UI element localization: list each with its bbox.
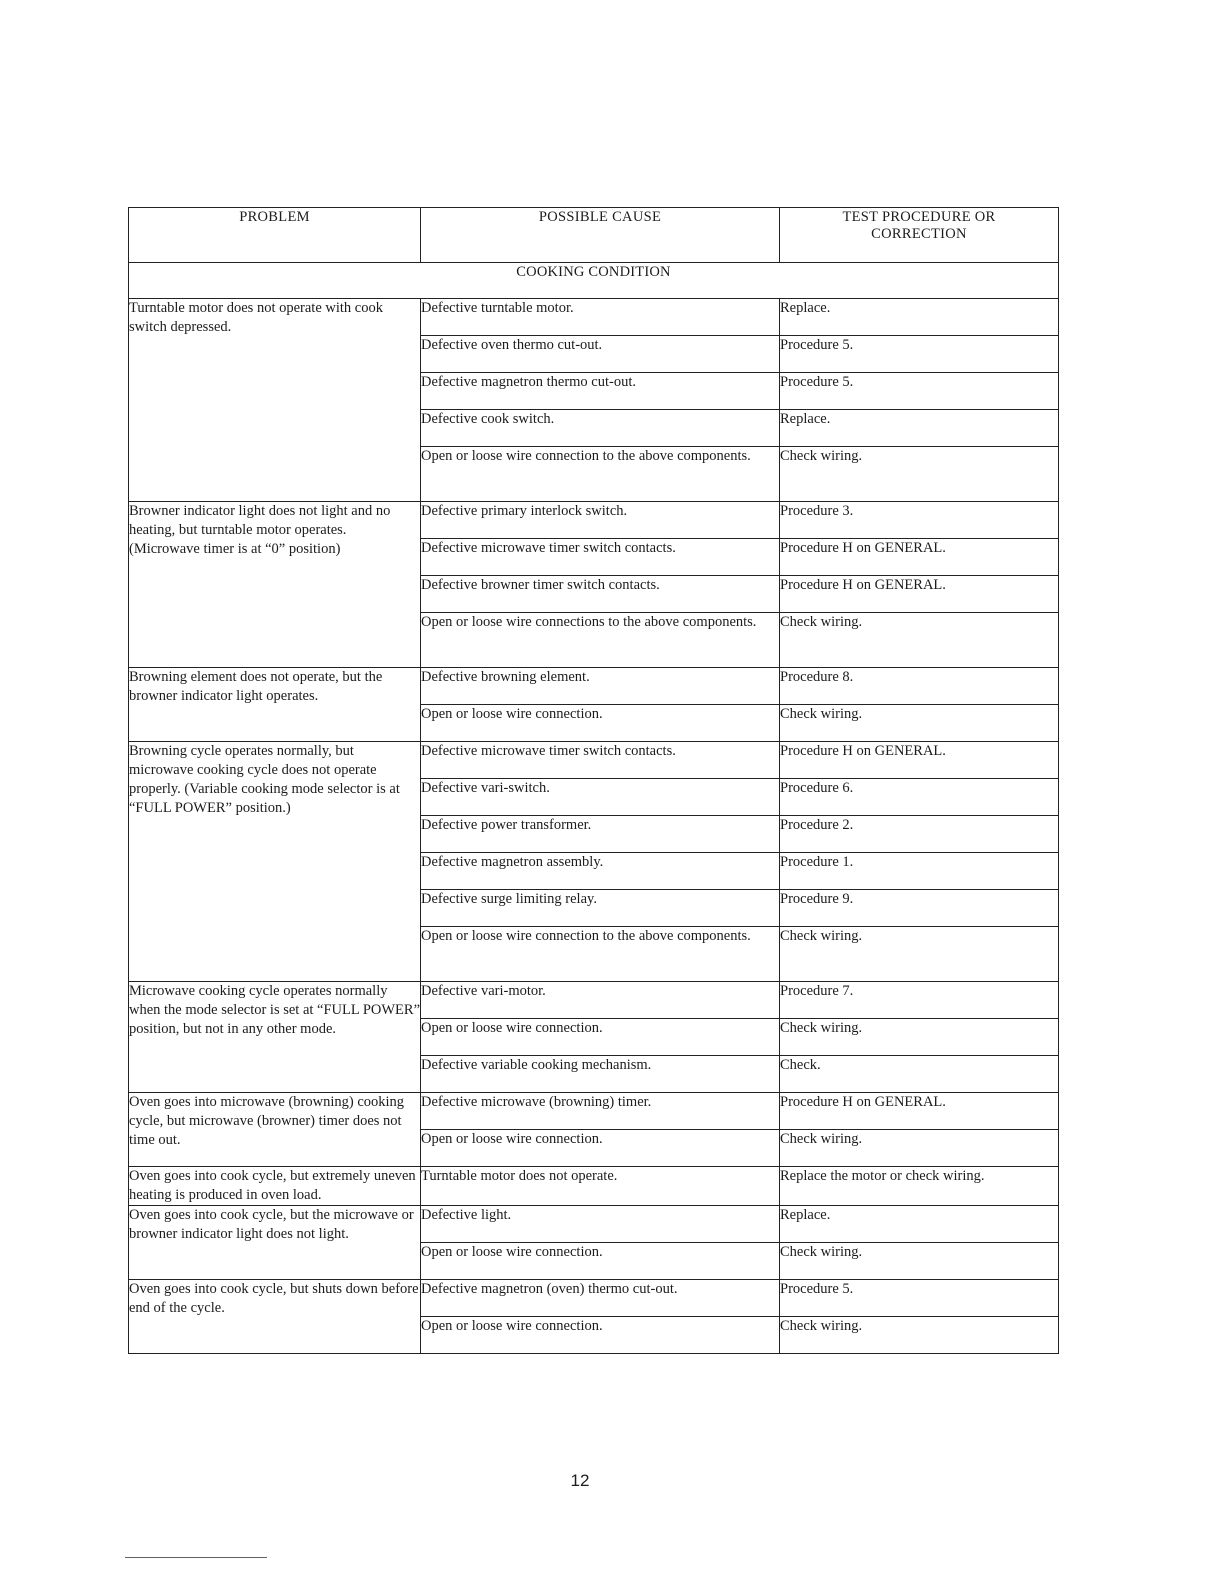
footer-rule: [125, 1557, 267, 1558]
procedure-cell: Check wiring.: [780, 1130, 1059, 1167]
problem-cell: Turntable motor does not operate with cook switch depressed.: [129, 299, 421, 502]
procedure-cell: Replace the motor or check wiring.: [780, 1167, 1059, 1206]
cause-cell: Defective microwave (browning) timer.: [421, 1093, 780, 1130]
cause-cell: Open or loose wire connection.: [421, 1243, 780, 1280]
cause-cell: Open or loose wire connections to the above components.: [421, 613, 780, 668]
cause-cell: Defective magnetron thermo cut-out.: [421, 373, 780, 410]
table-row: [129, 742, 1059, 779]
procedure-cell: Replace.: [780, 1206, 1059, 1243]
header-test-procedure-line2: CORRECTION: [871, 226, 967, 242]
cause-cell: Defective primary interlock switch.: [421, 502, 780, 539]
procedure-cell: Procedure 5.: [780, 1280, 1059, 1317]
table-row: [129, 1167, 1059, 1206]
troubleshooting-table: [128, 207, 1059, 1354]
procedure-cell: Procedure 2.: [780, 816, 1059, 853]
table-row: [129, 982, 1059, 1019]
cause-cell: Defective browner timer switch contacts.: [421, 576, 780, 613]
header-test-procedure: [780, 208, 1059, 263]
cause-cell: Open or loose wire connection to the above components.: [421, 927, 780, 982]
procedure-cell: Procedure 5.: [780, 373, 1059, 410]
cause-cell: Defective vari-switch.: [421, 779, 780, 816]
procedure-cell: Check wiring.: [780, 613, 1059, 668]
procedure-cell: Check.: [780, 1056, 1059, 1093]
problem-cell: Microwave cooking cycle operates normally when the mode selector is set at “FULL POWER” position, but not in any other mode.: [129, 982, 421, 1093]
cause-cell: Open or loose wire connection.: [421, 1130, 780, 1167]
cause-cell: Defective oven thermo cut-out.: [421, 336, 780, 373]
header-problem: PROBLEM: [129, 208, 421, 263]
problem-cell: Oven goes into cook cycle, but shuts down before end of the cycle.: [129, 1280, 421, 1354]
procedure-cell: Procedure H on GENERAL.: [780, 742, 1059, 779]
table-row: [129, 668, 1059, 705]
section-title: COOKING CONDITION: [129, 263, 1059, 299]
cause-cell: Open or loose wire connection.: [421, 1317, 780, 1354]
section-row: [129, 263, 1059, 299]
procedure-cell: Check wiring.: [780, 447, 1059, 502]
table-row: [129, 1093, 1059, 1130]
cause-cell: Open or loose wire connection.: [421, 705, 780, 742]
cause-cell: Open or loose wire connection.: [421, 1019, 780, 1056]
procedure-cell: Procedure H on GENERAL.: [780, 539, 1059, 576]
procedure-cell: Check wiring.: [780, 1317, 1059, 1354]
procedure-cell: Procedure 1.: [780, 853, 1059, 890]
cause-cell: Defective microwave timer switch contacts.: [421, 742, 780, 779]
problem-cell: Browning element does not operate, but the browner indicator light operates.: [129, 668, 421, 742]
procedure-cell: Procedure H on GENERAL.: [780, 1093, 1059, 1130]
cause-cell: Defective browning element.: [421, 668, 780, 705]
problem-cell: Oven goes into microwave (browning) cooking cycle, but microwave (browner) timer does not time out.: [129, 1093, 421, 1167]
table-row: [129, 1280, 1059, 1317]
problem-cell: Oven goes into cook cycle, but extremely uneven heating is produced in oven load.: [129, 1167, 421, 1206]
procedure-cell: Procedure 8.: [780, 668, 1059, 705]
header-row: [129, 208, 1059, 263]
cause-cell: Defective variable cooking mechanism.: [421, 1056, 780, 1093]
procedure-cell: Check wiring.: [780, 1019, 1059, 1056]
table-row: [129, 1206, 1059, 1243]
cause-cell: Defective surge limiting relay.: [421, 890, 780, 927]
problem-cell: Oven goes into cook cycle, but the microwave or browner indicator light does not light.: [129, 1206, 421, 1280]
page-number: 12: [570, 1471, 590, 1490]
table-row: [129, 299, 1059, 336]
procedure-cell: Procedure H on GENERAL.: [780, 576, 1059, 613]
cause-cell: Defective turntable motor.: [421, 299, 780, 336]
cause-cell: Defective light.: [421, 1206, 780, 1243]
cause-cell: Defective vari-motor.: [421, 982, 780, 1019]
header-possible-cause: POSSIBLE CAUSE: [421, 208, 780, 263]
procedure-cell: Procedure 9.: [780, 890, 1059, 927]
procedure-cell: Replace.: [780, 410, 1059, 447]
cause-cell: Defective magnetron assembly.: [421, 853, 780, 890]
cause-cell: Defective power transformer.: [421, 816, 780, 853]
cause-cell: Defective cook switch.: [421, 410, 780, 447]
problem-cell: Browner indicator light does not light and no heating, but turntable motor operates. (Microwave timer is at “0” position): [129, 502, 421, 668]
procedure-cell: Check wiring.: [780, 927, 1059, 982]
header-test-procedure-line1: TEST PROCEDURE OR: [842, 209, 996, 225]
procedure-cell: Check wiring.: [780, 1243, 1059, 1280]
cause-cell: Open or loose wire connection to the above components.: [421, 447, 780, 502]
procedure-cell: Procedure 6.: [780, 779, 1059, 816]
table-row: [129, 502, 1059, 539]
cause-cell: Defective microwave timer switch contacts.: [421, 539, 780, 576]
cause-cell: Turntable motor does not operate.: [421, 1167, 780, 1206]
problem-cell: Browning cycle operates normally, but microwave cooking cycle does not operate properly. (Variable cooking mode selector is at “FULL POWER” position.): [129, 742, 421, 982]
procedure-cell: Check wiring.: [780, 705, 1059, 742]
procedure-cell: Procedure 5.: [780, 336, 1059, 373]
procedure-cell: Procedure 3.: [780, 502, 1059, 539]
cause-cell: Defective magnetron (oven) thermo cut-out.: [421, 1280, 780, 1317]
procedure-cell: Procedure 7.: [780, 982, 1059, 1019]
procedure-cell: Replace.: [780, 299, 1059, 336]
